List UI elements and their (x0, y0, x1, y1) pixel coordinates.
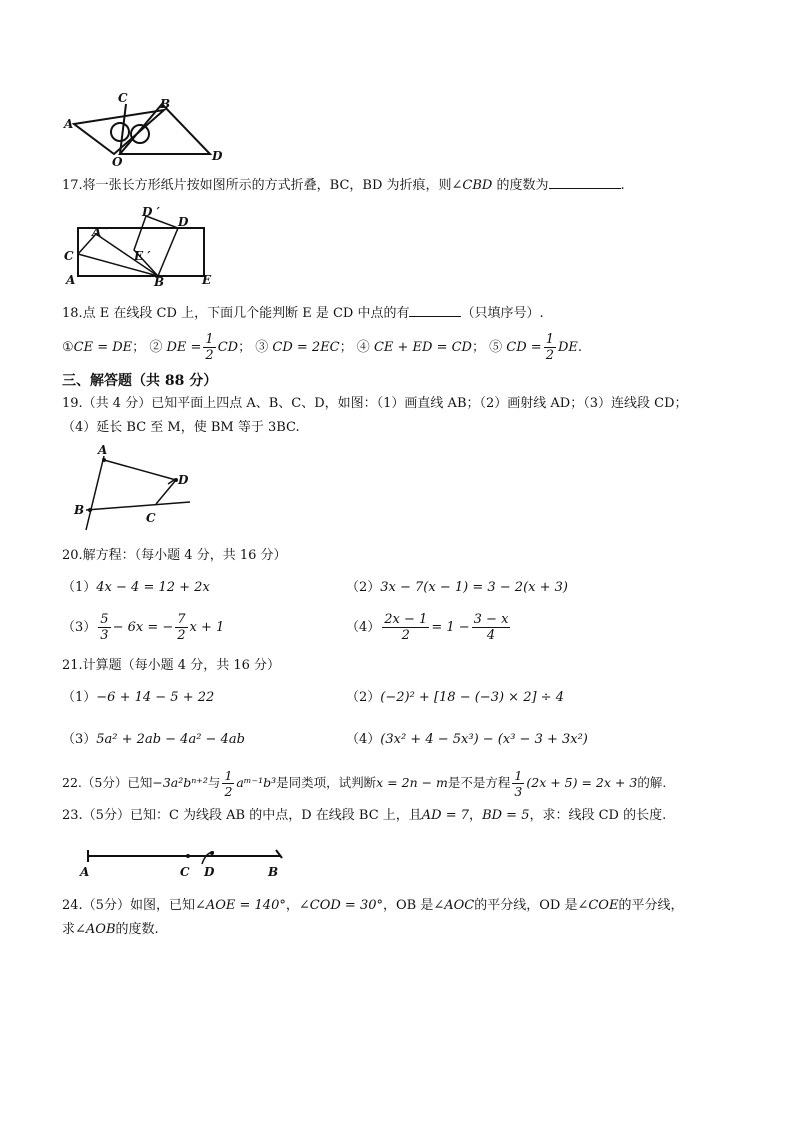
label-b: B (74, 503, 85, 517)
label-a: A (66, 273, 76, 286)
section-heading: 三、解答题（共 88 分） (62, 373, 218, 389)
question-24-line1: 24.（5分）如图，已知∠AOE = 140°，∠COD = 30°，OB 是∠AOC的平分线，OD 是∠COE的平分线， (62, 898, 684, 913)
label-c: C (180, 865, 190, 879)
label-c: C (146, 511, 156, 525)
label-c: C (118, 92, 128, 105)
option-4: ④ CE + ED = CD； (356, 340, 485, 355)
question-24-line2: 求∠AOB的度数. (62, 922, 159, 937)
question-18-options (62, 332, 582, 363)
question-19-line1: 19.（共 4 分）已知平面上四点 A、B、C、D，如图：（1）画直线 AB；（2）画射线 AD；（3）连线段 CD； (62, 396, 688, 411)
label-e-prime: E ′ (134, 249, 151, 263)
label-d: D (178, 215, 189, 229)
q20-part-2: （2）3x − 7(x − 1) = 3 − 2(x + 3) (346, 580, 568, 595)
label-b: B (160, 97, 171, 111)
label-d-prime: D ′ (142, 205, 160, 219)
q21-part-1: （1）−6 + 14 − 5 + 22 (62, 690, 215, 705)
label-d: D (178, 473, 189, 487)
question-22: 22.（5分）已知−3a²bⁿ⁺²与 $\frac{1}{2}$ aᵐ⁻¹b³是同类项，试判断x = 2n − m是不是方程 $\frac{1}{3}$ (2x + 5) = 2x + 3的解. (62, 768, 667, 799)
label-a: A (80, 865, 90, 879)
label-d: D (212, 149, 223, 163)
figure-q19 (72, 444, 202, 534)
label-e: E (202, 273, 212, 286)
label-b: B (268, 865, 279, 879)
question-20-title: 20.解方程：（每小题 4 分，共 16 分） (62, 548, 287, 563)
q21-part-3: （3）5a² + 2ab − 4a² − 4ab (62, 732, 245, 747)
option-2: ② DE = $\frac{1}{2}$ CD； (149, 332, 252, 363)
figure-q16 (60, 92, 230, 170)
question-18: 18.点 E 在线段 CD 上，下面几个能判断 E 是 CD 中点的有 （只填序号）. (62, 302, 544, 324)
q20-part-4: （4） $\frac{2x - 1}{2}$ = 1 − $\frac{3 - x}{4}$ (346, 612, 509, 643)
answer-blank-17[interactable] (549, 174, 621, 189)
label-d: D (204, 865, 215, 879)
option-5: ⑤ CD = $\frac{1}{2}$ DE. (489, 332, 583, 363)
label-c: C (64, 249, 74, 263)
option-3: ③ CD = 2EC； (255, 340, 353, 355)
q21-part-4: （4）(3x² + 4 − 5x³) − (x³ − 3 + 3x²) (346, 732, 588, 747)
question-19-line2: （4）延长 BC 至 M，使 BM 等于 3BC. (62, 420, 300, 435)
q20-part-1: （1）4x − 4 = 12 + 2x (62, 580, 210, 595)
figure-q23 (76, 844, 296, 880)
option-1: ①CE = DE； (62, 340, 146, 355)
label-a: A (98, 444, 108, 457)
figure-q17 (62, 204, 222, 286)
question-23: 23.（5分）已知：C 为线段 AB 的中点，D 在线段 BC 上，且AD = 7，BD = 5，求：线段 CD 的长度. (62, 808, 667, 823)
label-a: A (64, 117, 74, 131)
label-b: B (154, 275, 165, 286)
question-17: 17.将一张长方形纸片按如图所示的方式折叠，BC，BD 为折痕，则∠CBD 的度数为 . (62, 174, 625, 196)
answer-blank-18[interactable] (409, 302, 461, 317)
label-o: O (112, 155, 123, 169)
question-21-title: 21.计算题（每小题 4 分，共 16 分） (62, 658, 281, 673)
q21-part-2: （2）(−2)² + [18 − (−3) × 2] ÷ 4 (346, 690, 564, 705)
q20-part-3: （3） $\frac{5}{3}$ − 6x = − $\frac{7}{2}$ x + 1 (62, 612, 225, 643)
label-a-prime: A ′ (92, 225, 109, 239)
